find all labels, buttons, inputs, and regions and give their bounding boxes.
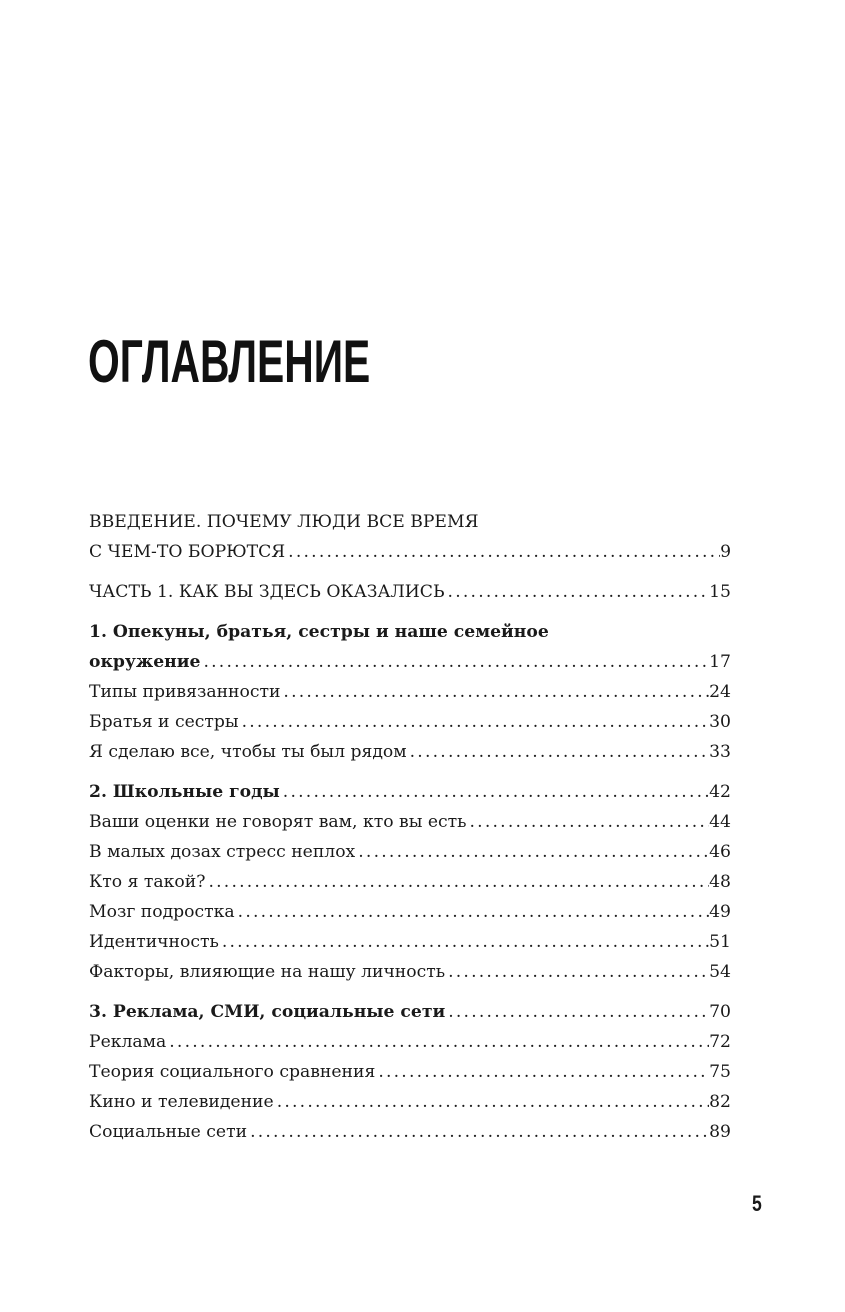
toc-page-number: 44 [709, 812, 731, 832]
toc-entry-label: Ваши оценки не говорят вам, кто вы есть [89, 812, 467, 832]
toc-entry-label: Теория социального сравнения [89, 1062, 376, 1082]
page-number-folio: 5 [752, 1191, 762, 1216]
toc-entry-label: Кто я такой? [89, 872, 206, 892]
dot-leader [239, 707, 710, 737]
dot-leader [280, 677, 709, 707]
dot-leader [445, 957, 709, 987]
toc-entry-label: В малых дозах стресс неплох [89, 842, 356, 862]
toc-entry-part1[interactable] [89, 577, 731, 607]
toc-entry[interactable] [89, 737, 731, 767]
toc-entry[interactable] [89, 1117, 731, 1147]
spacer [89, 567, 731, 577]
toc-page-number: 75 [709, 1062, 731, 1082]
toc-entry[interactable] [89, 927, 731, 957]
toc-chapter-label: 2. Школьные годы [89, 782, 280, 802]
dot-leader [445, 577, 710, 607]
toc-entry[interactable] [89, 1087, 731, 1117]
toc-page-number: 89 [709, 1122, 731, 1142]
spacer [89, 987, 731, 997]
toc-entry[interactable] [89, 897, 731, 927]
toc-chapter-label: 3. Реклама, СМИ, социальные сети [89, 1002, 446, 1022]
toc-entry-label: Типы привязанности [89, 682, 281, 702]
dot-leader [355, 837, 709, 867]
toc-entry-label: Идентичность [89, 932, 219, 952]
toc-entry-label: Социальные сети [89, 1122, 248, 1142]
dot-leader [407, 737, 709, 767]
toc-entry[interactable] [89, 867, 731, 897]
toc-entry-label: Факторы, влияющие на нашу личность [89, 962, 446, 982]
toc-intro [89, 507, 731, 567]
toc-entry[interactable] [89, 807, 731, 837]
toc-page-number: 48 [709, 872, 731, 892]
toc-page-number: 51 [709, 932, 731, 952]
toc-chapter-entry[interactable] [89, 997, 731, 1027]
toc-page-number: 46 [709, 842, 731, 862]
dot-leader [274, 1087, 709, 1117]
toc-page-number: 70 [709, 1002, 731, 1022]
dot-leader [280, 777, 709, 807]
toc-page-number: 33 [709, 742, 731, 762]
toc-page-number: 82 [709, 1092, 731, 1112]
toc-entry[interactable] [89, 837, 731, 867]
toc-entry-label: ВВЕДЕНИЕ. ПОЧЕМУ ЛЮДИ ВСЕ ВРЕМЯ [89, 512, 479, 532]
toc-page-number: 24 [709, 682, 731, 702]
toc-entry[interactable] [89, 957, 731, 987]
toc-chapter2 [89, 777, 731, 987]
page-title: ОГЛАВЛЕНИЕ [88, 328, 371, 395]
toc-page-number: 54 [709, 962, 731, 982]
toc-chapter-label: окружение [89, 652, 201, 672]
toc-page-number: 49 [709, 902, 731, 922]
toc-page-number: 42 [709, 782, 731, 802]
toc-entry-intro[interactable] [89, 537, 731, 567]
toc-page-number: 30 [709, 712, 731, 732]
dot-leader [219, 927, 709, 957]
dot-leader [285, 537, 720, 567]
spacer [89, 767, 731, 777]
toc-entry[interactable] [89, 677, 731, 707]
toc-page-number: 9 [720, 542, 731, 562]
dot-leader [200, 647, 709, 677]
toc-entry[interactable] [89, 707, 731, 737]
toc-chapter-entry[interactable] [89, 647, 731, 677]
toc-entry-label: С ЧЕМ-ТО БОРЮТСЯ [89, 542, 286, 562]
dot-leader [205, 867, 709, 897]
dot-leader [445, 997, 709, 1027]
toc-entry-intro-line1[interactable] [89, 507, 731, 537]
toc-chapter-entry[interactable] [89, 777, 731, 807]
toc-chapter1 [89, 617, 731, 767]
toc-chapter3 [89, 997, 731, 1147]
spacer [89, 607, 731, 617]
toc-chapter-label: 1. Опекуны, братья, сестры и наше семейное [89, 622, 549, 642]
toc-entry-label: Мозг подростка [89, 902, 235, 922]
toc-entry-label: ЧАСТЬ 1. КАК ВЫ ЗДЕСЬ ОКАЗАЛИСЬ [89, 582, 445, 602]
toc-page-number: 72 [709, 1032, 731, 1052]
toc-page-number: 15 [709, 582, 731, 602]
dot-leader [467, 807, 710, 837]
dot-leader [375, 1057, 709, 1087]
toc-entry-label: Кино и телевидение [89, 1092, 274, 1112]
toc-entry[interactable] [89, 1027, 731, 1057]
toc-entry-label: Братья и сестры [89, 712, 239, 732]
toc-entry-label: Реклама [89, 1032, 167, 1052]
toc-page-number: 17 [709, 652, 731, 672]
table-of-contents [89, 507, 731, 1147]
toc-chapter-title-line1[interactable] [89, 617, 731, 647]
toc-entry[interactable] [89, 1057, 731, 1087]
dot-leader [166, 1027, 709, 1057]
dot-leader [235, 897, 709, 927]
toc-entry-label: Я сделаю все, чтобы ты был рядом [89, 742, 407, 762]
dot-leader [247, 1117, 709, 1147]
